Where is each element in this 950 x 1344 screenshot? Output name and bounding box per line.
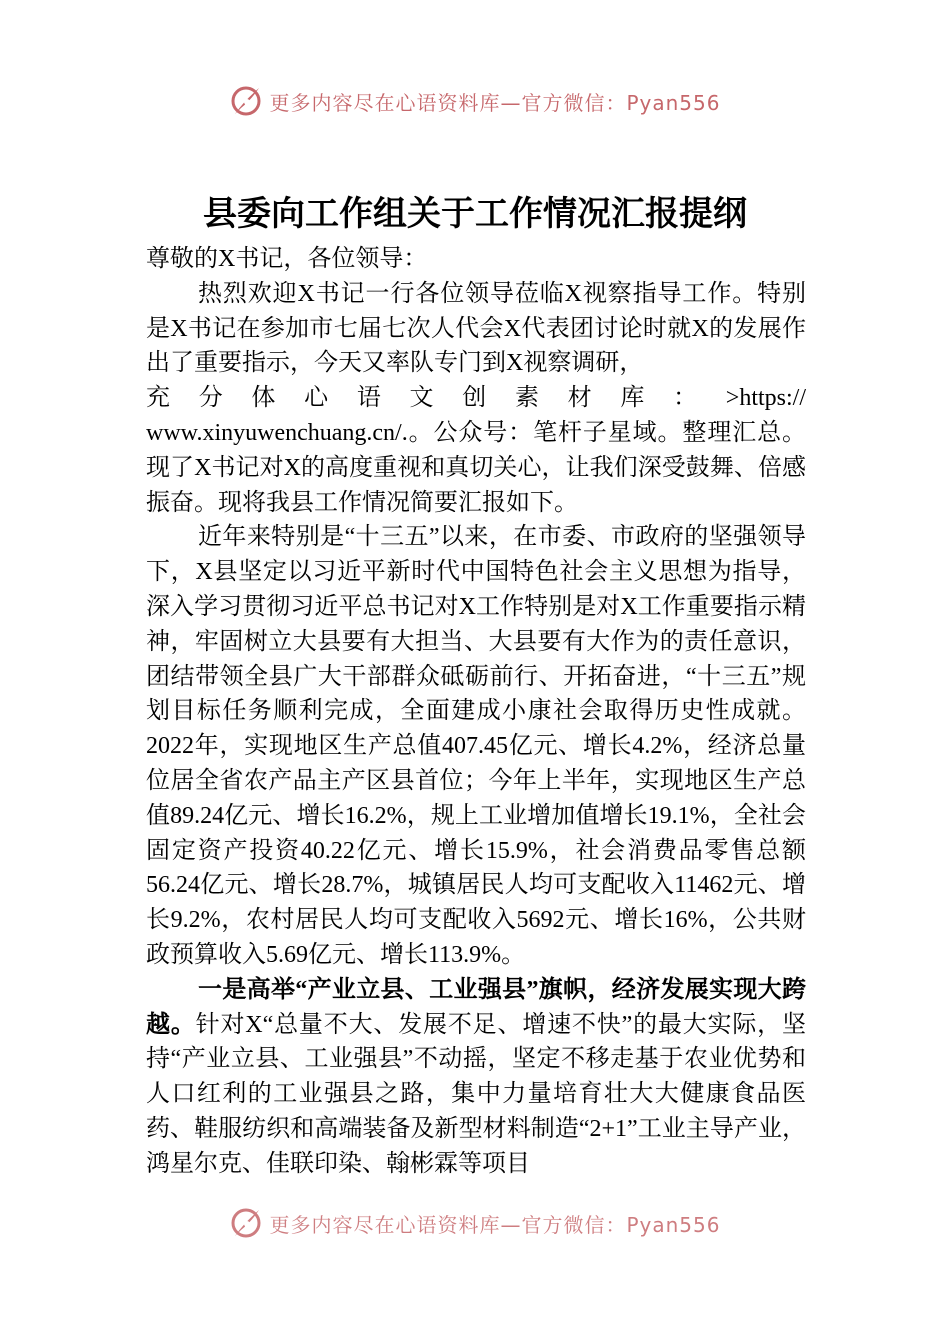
- paragraph-industry: [146, 973, 806, 1182]
- paragraph-welcome-source-line: 充分体心语文创素材库：>https://: [146, 385, 806, 412]
- watermark-footer: [0, 1206, 950, 1240]
- paragraph-welcome-continued: www.xinyuwenchuang.cn/.。公众号：笔杆子星域。整理汇总。现了X书记对X的高度重视和真切关心，让我们深受鼓舞、倍感振奋。现将我县工作情况简要汇报如下。: [146, 419, 806, 516]
- quill-logo-icon: [229, 84, 263, 118]
- document-title: 县委向工作组关于工作情况汇报提纲: [203, 194, 747, 234]
- watermark-text: 更多内容尽在心语资料库—官方微信：Pyan556: [269, 90, 721, 115]
- watermark-text: 更多内容尽在心语资料库—官方微信：Pyan556: [269, 1212, 721, 1237]
- document-body: [146, 242, 806, 1182]
- quill-logo-icon: [229, 1206, 263, 1240]
- salutation: 尊敬的X书记，各位领导：: [146, 246, 428, 272]
- paragraph-overview: 近年来特别是“十三五”以来，在市委、市政府的坚强领导下，X县坚定以习近平新时代中国特色社会主义思想为指导，深入学习贯彻习近平总书记对X工作特别是对X工作重要指示精神，牢固树立大县要有大担当、大县要有大作为的责任意识，团结带领全县广大干部群众砥砺前行、开拓奋进，“十三五”规划目标任务顺利完成，全面建成小康社会取得历史性成就。2022年，实现地区生产总值407.45亿元、增长4.2%，经济总量位居全省农产品主产区县首位；今年上半年，实现地区生产总值89.24亿元、增长16.2%，规上工业增加值增长19.1%，全社会固定资产投资40.22亿元、增长15.9%，社会消费品零售总额56.24亿元、增长28.7%，城镇居民人均可支配收入11462元、增长9.2%，农村居民人均可支配收入5692元、增长16%，公共财政预算收入5.69亿元、增长113.9%。: [146, 524, 806, 968]
- watermark-header: [0, 84, 950, 118]
- paragraph-welcome: 热烈欢迎X书记一行各位领导莅临X视察指导工作。特别是X书记在参加市七届七次人代会X代表团讨论时就X的发展作出了重要指示，今天又率队专门到X视察调研，: [146, 280, 806, 377]
- paragraph-industry-heading: 一是高举“产业立县、工业强县”旗帜，经济发展实现大跨越。: [146, 976, 806, 1038]
- paragraph-industry-text: 针对X“总量不大、发展不足、增速不快”的最大实际，坚持“产业立县、工业强县”不动摇，坚定不移走基于农业优势和人口红利的工业强县之路，集中力量培育壮大大健康食品医药、鞋服纺织和高端装备及新型材料制造“2+1”工业主导产业，鸿星尔克、佳联印染、翰彬霖等项目: [146, 1011, 807, 1177]
